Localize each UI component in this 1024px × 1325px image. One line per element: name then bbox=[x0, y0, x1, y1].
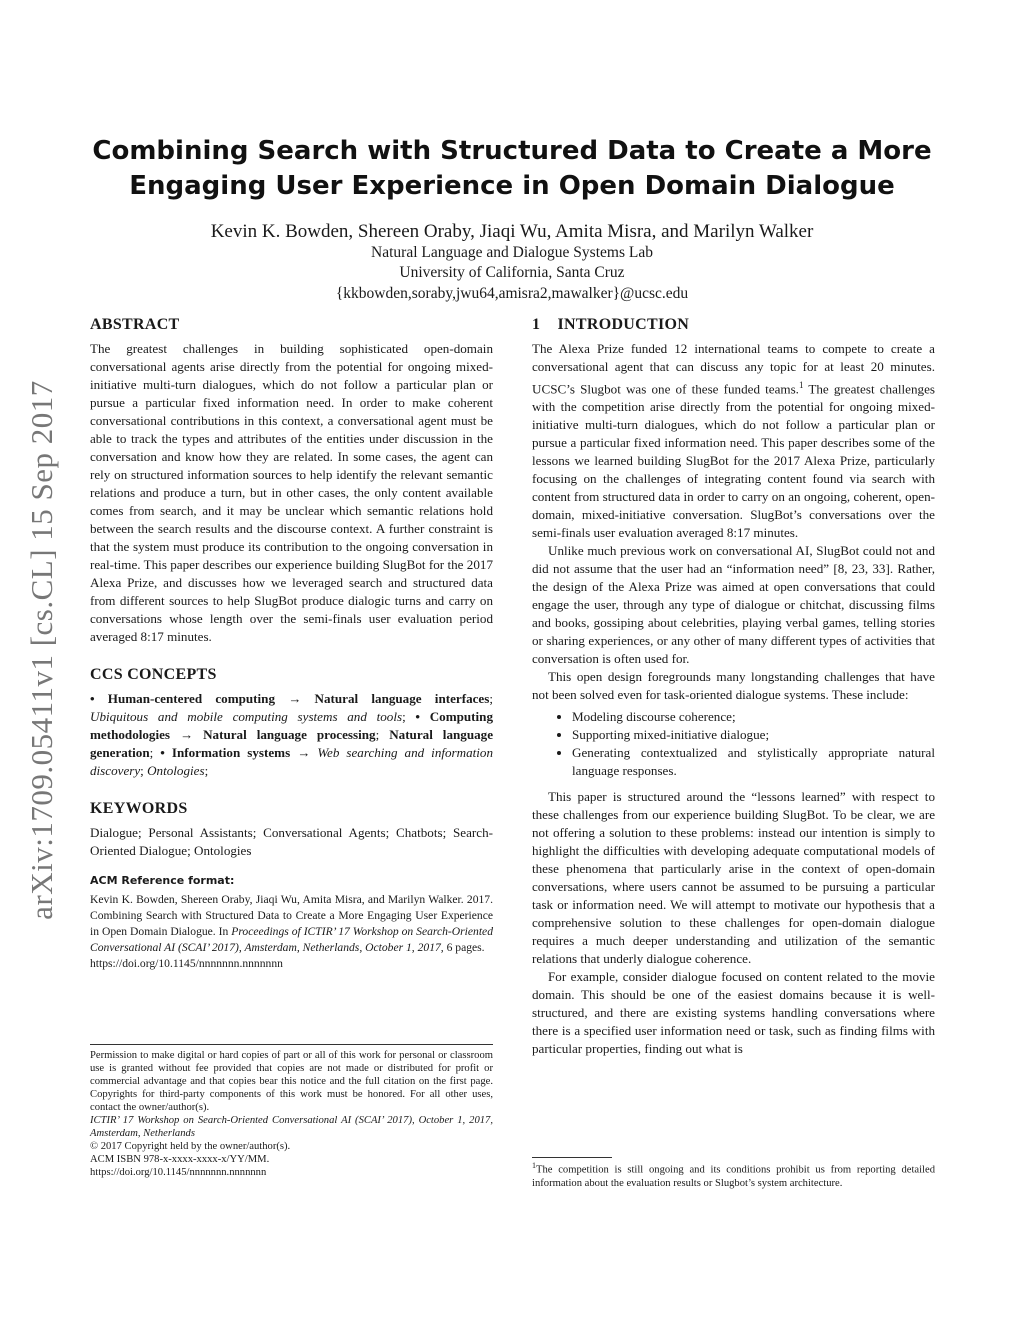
ccs-term: • Information systems bbox=[160, 745, 291, 760]
footnote-text bbox=[532, 1159, 935, 1190]
left-column bbox=[90, 316, 493, 972]
footnote-rule bbox=[90, 1044, 493, 1045]
isbn-line: ACM ISBN 978-x-xxxx-xxxx-x/YY/MM. bbox=[90, 1154, 270, 1165]
author-emails: {kkbowden,soraby,jwu64,amisra2,mawalker}@ucsc.edu bbox=[335, 285, 689, 302]
ccs-separator: ; bbox=[140, 763, 148, 778]
ccs-term: • Computing methodologies bbox=[90, 709, 493, 742]
ccs-arrow: → bbox=[180, 727, 194, 742]
author-list: Kevin K. Bowden, Shereen Oraby, Jiaqi Wu, Amita Misra, and Marilyn Walker bbox=[210, 221, 814, 242]
title-line-2: Engaging User Experience in Open Domain Dialogue bbox=[129, 171, 895, 201]
acm-ref-heading: ACM Reference format: bbox=[90, 874, 235, 887]
keywords-heading: KEYWORDS bbox=[90, 800, 188, 817]
affiliation-lab: Natural Language and Dialogue Systems Lab bbox=[371, 244, 653, 261]
ccs-separator: ; bbox=[204, 763, 209, 778]
ccs-arrow: → bbox=[297, 745, 311, 760]
intro-paragraph-5: For example, consider dialogue focused on content related to the movie domain. This should be one of the easiest domains because it is well-structured, and there are existing systems handling conversations where there is a specified user information need or task, such as finding films with particular properties, finding out what is bbox=[532, 969, 935, 1057]
intro-p1-start: The Alexa Prize funded 12 international teams to compete to create a conversational agent that can discuss any topic for at least 20 minutes. UCSC’s Slugbot was one of these funded teams. bbox=[532, 341, 935, 397]
ccs-arrow: → bbox=[288, 691, 302, 706]
ccs-term: Ubiquitous and mobile computing systems and tools bbox=[90, 709, 403, 724]
footnote-body: The competition is still ongoing and its conditions prohibit us from reporting detailed information about the evaluation results or Slugbot’s system architecture. bbox=[532, 1164, 935, 1189]
acm-ref-pages: 6 pages. bbox=[443, 941, 485, 954]
ccs-separator: ; bbox=[489, 691, 493, 706]
ccs-term: • Human-centered computing bbox=[90, 691, 275, 706]
ccs-term: Natural language interfaces bbox=[314, 691, 490, 706]
footnote-marker[interactable]: 1 bbox=[798, 380, 804, 390]
ccs-separator: ; bbox=[402, 709, 416, 724]
arxiv-identifier: arXiv:1709.05411v1 [cs.CL] 15 Sep 2017 bbox=[24, 380, 59, 920]
intro-paragraph-1 bbox=[532, 340, 935, 542]
permission-text: Permission to make digital or hard copies of part or all of this work for personal or classroom use is granted without fee provided that copies are not made or distributed for profit or commercial advantage and that copies bear this notice and the full citation on the first page. Copyrights for third-party components of this work must be honored. For all other uses, contact the owner/author(s). bbox=[90, 1050, 493, 1113]
footnote-rule-right bbox=[532, 1157, 612, 1158]
intro-paragraph-2: Unlike much previous work on conversational AI, SlugBot could not and did not assume that the user had an “information need” [8, 23, 33]. Rather, the design of the Alexa Prize was aimed at open conversations that could engage the user, through any type of dialogue or chitchat, discussing films and books, gossiping about celebrities, playing verbal games, telling stories or sharing experiences, or any other of many different types of activities that conversation is often used for. bbox=[532, 543, 935, 667]
acm-ref-text bbox=[90, 892, 493, 972]
list-item: • Generating contextualized and stylistically appropriate natural language responses. bbox=[572, 744, 935, 780]
arxiv-sidebar bbox=[22, 355, 62, 945]
footnote-block bbox=[532, 1159, 935, 1190]
ccs-separator: ; bbox=[149, 745, 161, 760]
permission-block bbox=[90, 1049, 493, 1179]
ccs-term: Ontologies bbox=[147, 763, 205, 778]
acm-ref-authors: Kevin K. Bowden, Shereen Oraby, Jiaqi Wu, Amita Misra, and Marilyn Walker. 2017. Combining Search with Structured Data to Create a More Engaging User Experience in Open Domain Dialogue. In bbox=[90, 893, 493, 938]
intro-paragraph-3: This open design foregrounds many longstanding challenges that have not been solved even for task-oriented dialogue systems. These include: bbox=[532, 669, 935, 703]
ccs-term: Natural language processing bbox=[203, 727, 376, 742]
ccs-heading: CCS CONCEPTS bbox=[90, 666, 217, 683]
intro-paragraph-4: This paper is structured around the “lessons learned” with respect to these challenges from our experience building SlugBot. To be clear, we are not offering a solution to these problems: instead our intention is simply to highlight the difficulties with developing adequate computational models of these phenomena that particularly arise in the context of open-domain conversations, where users cannot be assumed to be pursuing a particular task or information need. We will attempt to motivate our hypothesis that a comprehensive solution to these challenges for open-domain dialogue requires a much deeper understanding and utilization of the semantic relations that underly dialogue coherence. bbox=[532, 789, 935, 967]
ccs-separator: ; bbox=[375, 727, 390, 742]
ccs-term: Natural language generation bbox=[90, 727, 494, 760]
copyright-line: © 2017 Copyright held by the owner/author(s). bbox=[90, 1141, 291, 1152]
list-item: • Modeling discourse coherence; bbox=[572, 708, 935, 726]
abstract-text: The greatest challenges in building sophisticated open-domain conversational agents arise directly from the potential for ongoing mixed-initiative multi-turn dialogues, which do not follow a particular plan or pursue a particular fixed information need. In order to make coherent conversational contributions in this context, a conversational agent must be able to track the types and attributes of the entities under discussion in the conversation and know how they are related. In some cases, the agent can rely on structured information sources to help identify the relevant semantic relations and produce a turn, but in other cases, the only content available comes from search, and it may be unclear which semantic relations hold between the search results and the discourse context. A further constraint is that the system must produce its contribution to the ongoing conversation in real-time. This paper describes our experience building SlugBot for the 2017 Alexa Prize, and discusses how we leveraged search and structured data from different sources to help SlugBot produce dialogic turns and carry on conversations whose length over the semi-finals user evaluation period averaged 8:17 minutes. bbox=[90, 341, 493, 644]
introduction-heading: 1 INTRODUCTION bbox=[532, 316, 690, 333]
acm-ref-doi[interactable]: https://doi.org/10.1145/nnnnnnn.nnnnnnn bbox=[90, 957, 283, 970]
footnote-number: 1 bbox=[532, 1161, 536, 1170]
list-item: • Supporting mixed-initiative dialogue; bbox=[572, 726, 935, 744]
permission-doi[interactable]: https://doi.org/10.1145/nnnnnnn.nnnnnnn bbox=[90, 1167, 267, 1178]
ccs-term: Web searching and information discovery bbox=[90, 745, 494, 778]
permission-venue: ICTIR’ 17 Workshop on Search-Oriented Conversational AI (SCAI’ 2017), October 1, 2017, Amsterdam, Netherlands bbox=[90, 1115, 493, 1139]
affiliation-university: University of California, Santa Cruz bbox=[399, 264, 625, 281]
acm-ref-venue: Proceedings of ICTIR’ 17 Workshop on Search-Oriented Conversational AI (SCAI’ 2017), Amsterdam, Netherlands, October 1, 2017, bbox=[90, 925, 494, 954]
abstract-heading: ABSTRACT bbox=[90, 316, 180, 333]
challenge-list bbox=[532, 708, 935, 780]
paper-title bbox=[90, 134, 934, 204]
ccs-text bbox=[90, 690, 493, 780]
right-column bbox=[532, 316, 935, 1058]
title-line-1: Combining Search with Structured Data to Create a More bbox=[92, 136, 932, 166]
keywords-text: Dialogue; Personal Assistants; Conversational Agents; Chatbots; Search-Oriented Dialogue; Ontologies bbox=[90, 825, 493, 858]
intro-p1-end: The greatest challenges with the competition arise directly from the potential for ongoing mixed-initiative multi-turn dialogues, which do not follow a particular plan or pursue a particular fixed information need. This paper describes some of the lessons we learned building SlugBot for the 2017 Alexa Prize, particularly focusing on the challenges of integrating content found via search with content from structured data in order to carry on an ongoing, coherent, open-domain, mixed-initiative conversation. SlugBot’s conversations over the semi-finals user evaluation averaged 8:17 minutes. bbox=[532, 381, 935, 541]
